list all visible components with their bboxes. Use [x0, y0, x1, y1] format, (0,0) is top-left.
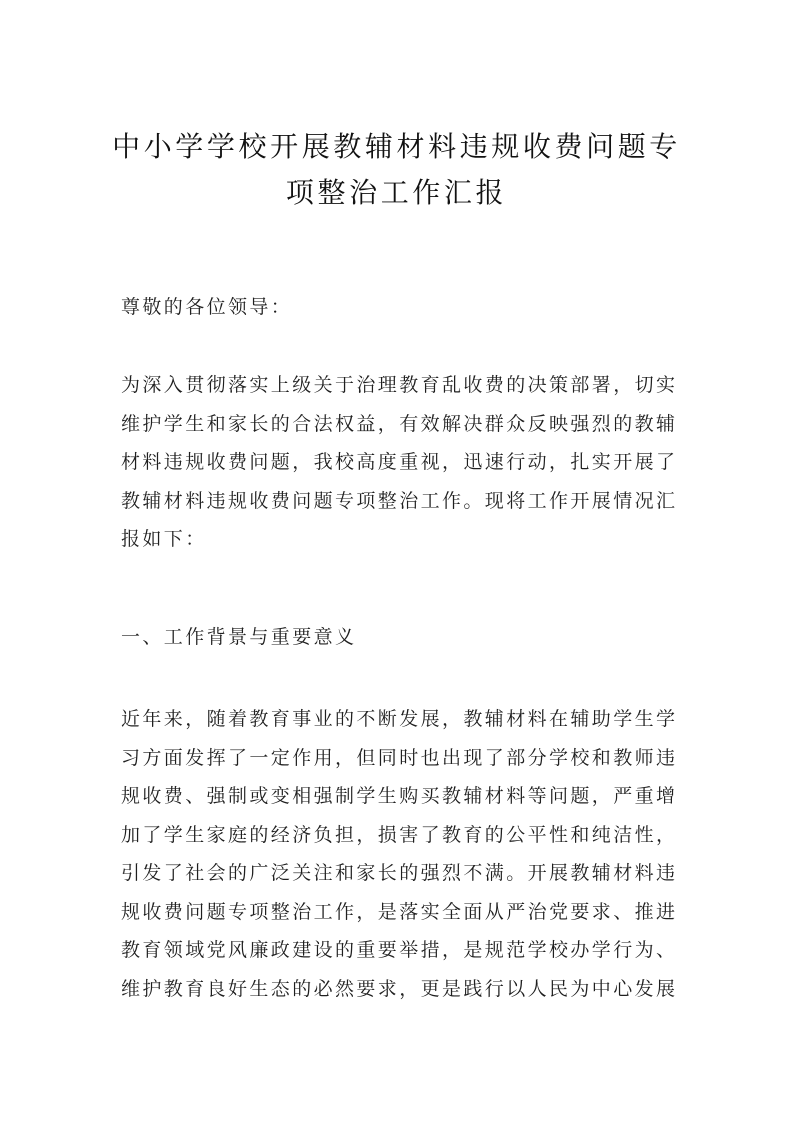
paragraph-line: 维护教育良好生态的必然要求，更是践行以人民为中心发展	[121, 977, 678, 1000]
paragraph-line: 近年来，随着教育事业的不断发展，教辅材料在辅助学生学	[121, 708, 678, 730]
paragraph-line: 引发了社会的广泛关注和家长的强烈不满。开展教辅材料违	[121, 862, 678, 884]
paragraph-line: 报如下：	[121, 528, 207, 550]
section1-paragraph	[121, 700, 681, 1008]
salutation-text: 尊敬的各位领导：	[121, 296, 293, 318]
section-heading-text: 一、工作背景与重要意义	[121, 626, 357, 648]
title-line: 项整治工作汇报	[285, 176, 508, 209]
intro-paragraph	[121, 366, 681, 559]
paragraph-line: 教辅材料违规收费问题专项整治工作。现将工作开展情况汇	[121, 489, 678, 512]
paragraph-line: 材料违规收费问题，我校高度重视，迅速行动，扎实开展了	[121, 451, 678, 473]
document-title	[100, 124, 693, 216]
title-line: 中小学学校开展教辅材料违规收费问题专	[112, 130, 681, 163]
section-heading	[121, 618, 681, 657]
paragraph-line: 教育领域党风廉政建设的重要举措，是规范学校办学行为、	[121, 939, 678, 961]
paragraph-line: 规收费、强制或变相强制学生购买教辅材料等问题，严重增	[121, 785, 678, 807]
paragraph-line: 为深入贯彻落实上级关于治理教育乱收费的决策部署，切实	[121, 374, 678, 396]
paragraph-line: 规收费问题专项整治工作，是落实全面从严治党要求、推进	[121, 900, 678, 923]
paragraph-line: 加了学生家庭的经济负担，损害了教育的公平性和纯洁性，	[121, 823, 678, 846]
paragraph-line: 维护学生和家长的合法权益，有效解决群众反映强烈的教辅	[121, 412, 678, 435]
salutation	[121, 288, 681, 327]
paragraph-line: 习方面发挥了一定作用，但同时也出现了部分学校和教师违	[121, 746, 678, 769]
